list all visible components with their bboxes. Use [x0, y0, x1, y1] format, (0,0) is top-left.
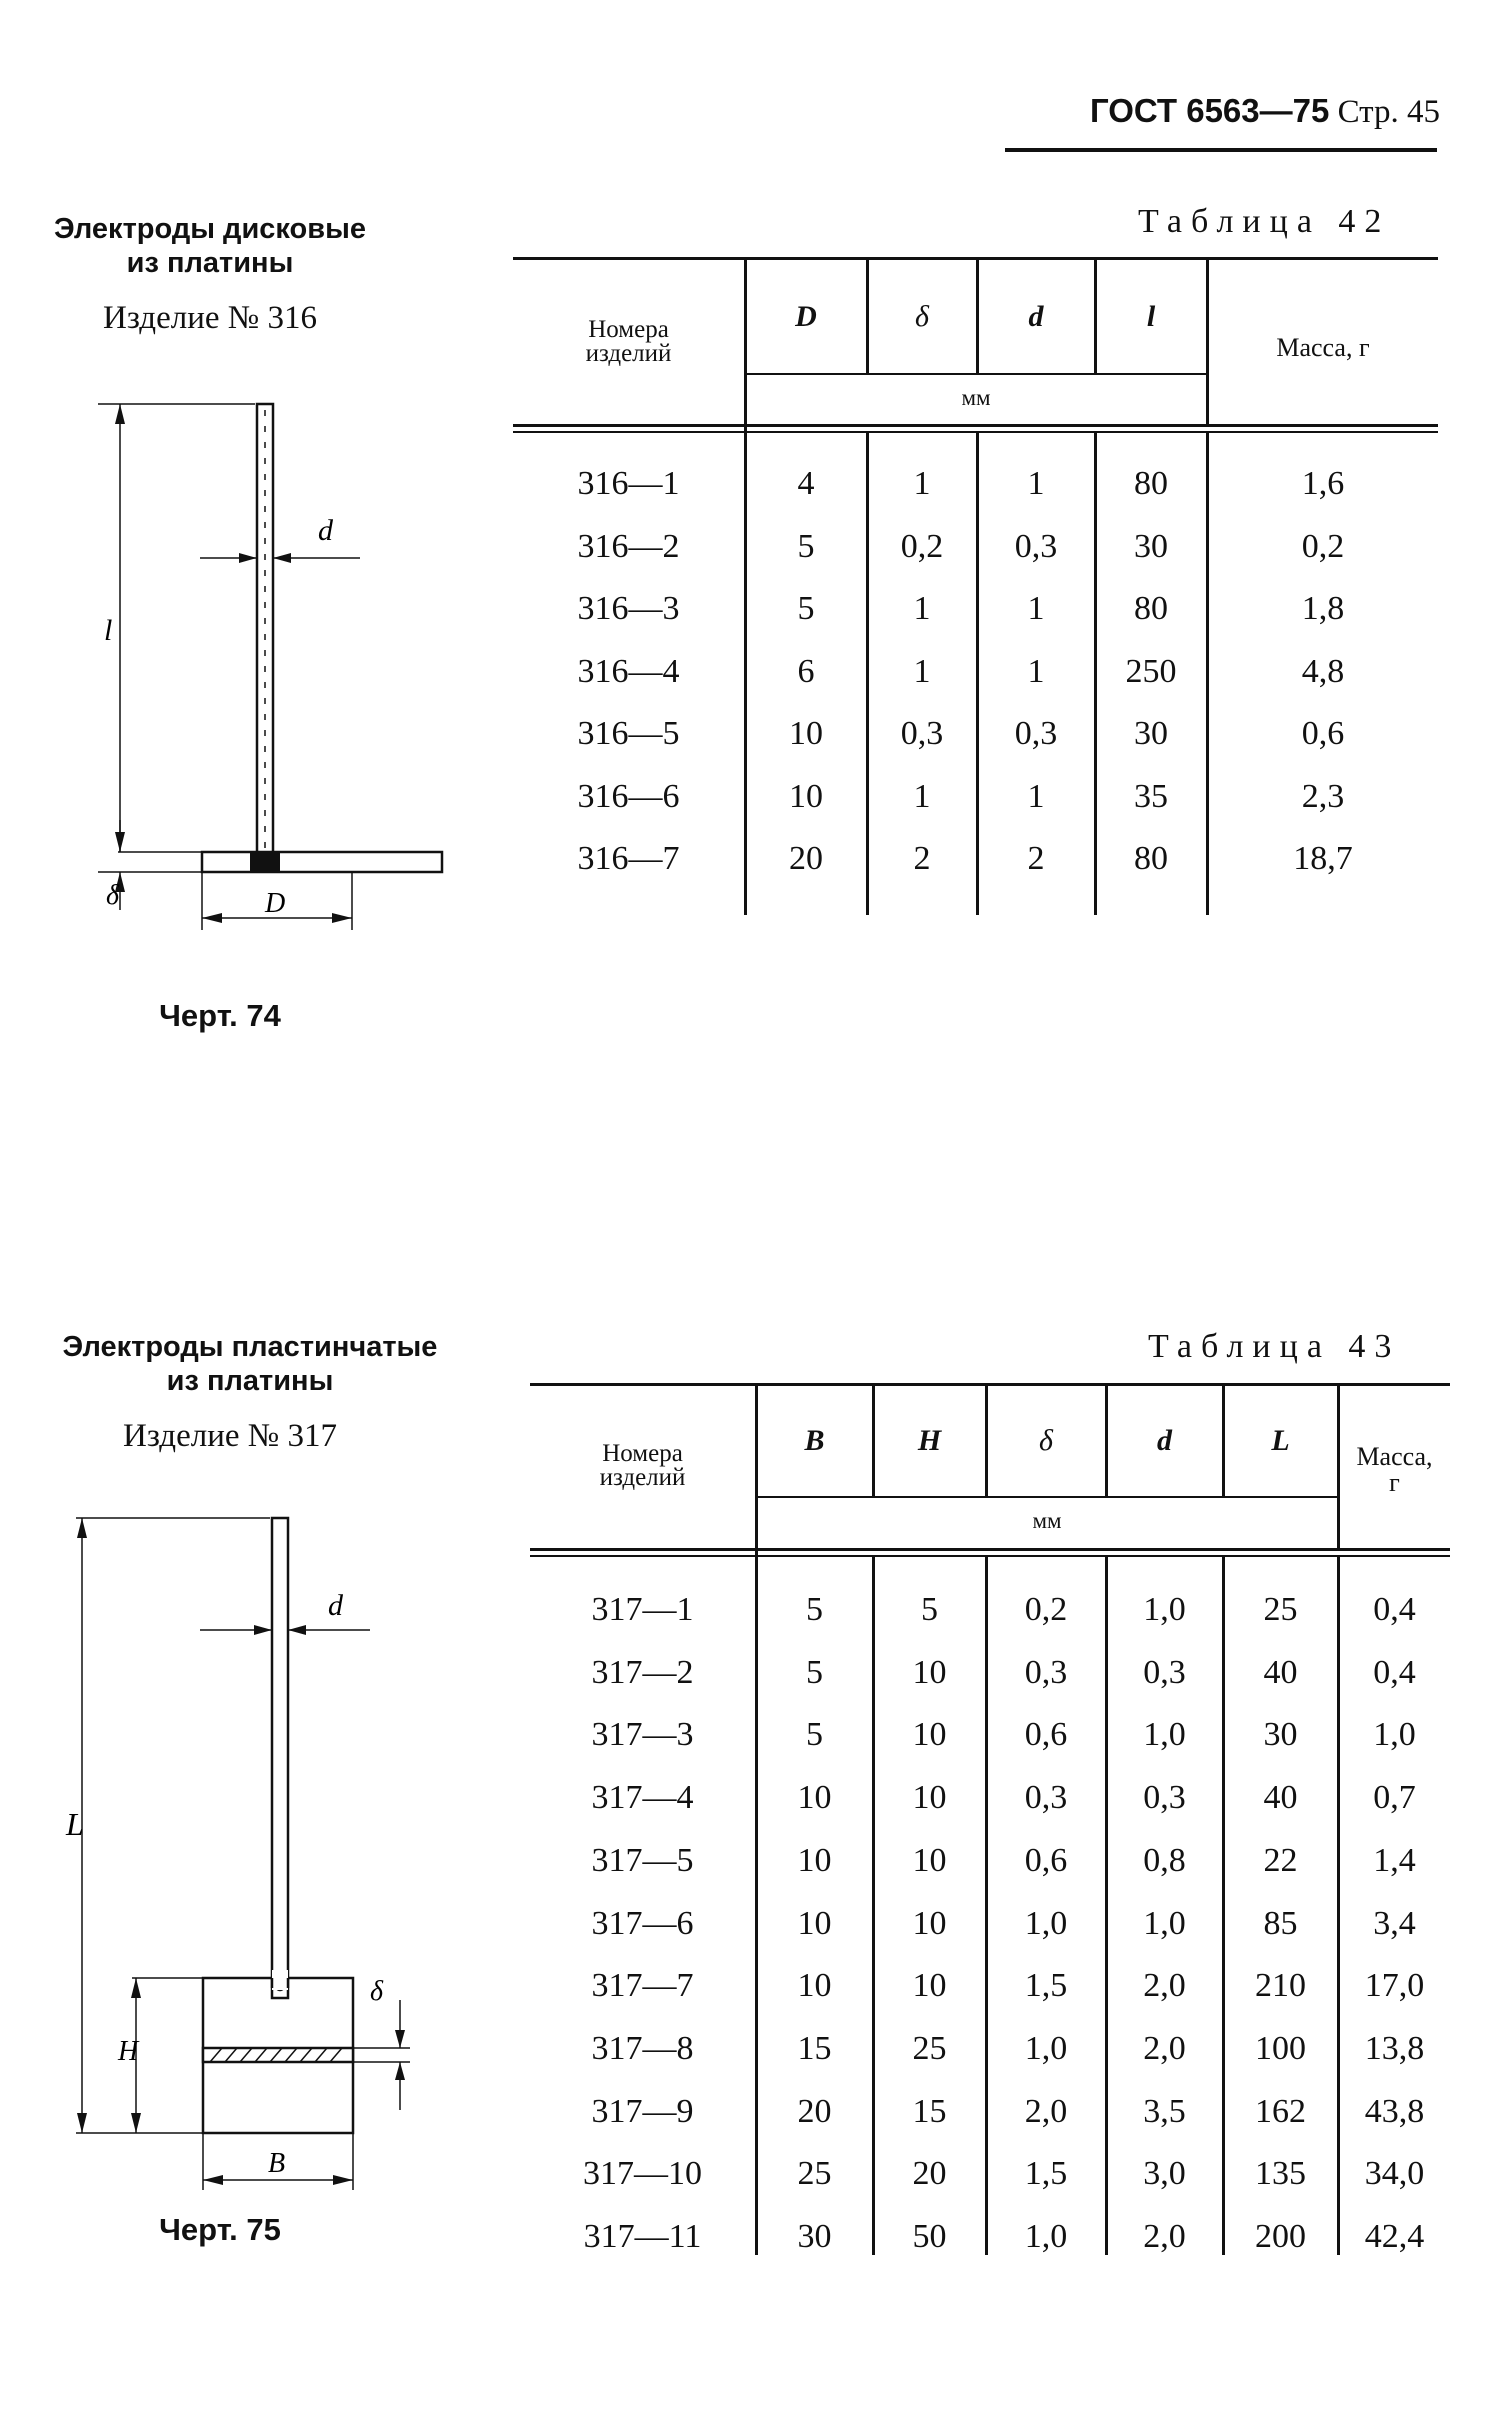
table43-cell: 43,8 — [1364, 2092, 1425, 2130]
table42-cell: 0,2 — [1301, 527, 1345, 565]
header-rule — [1005, 148, 1437, 152]
label-d: d — [328, 1589, 343, 1622]
table43-cell: 2,0 — [1143, 2218, 1186, 2255]
table43-cell: 5 — [806, 1716, 823, 1754]
table42-cell: 250 — [1125, 652, 1177, 690]
table42-cell: 80 — [1134, 465, 1168, 502]
label-d: d — [318, 514, 333, 547]
standard-number: ГОСТ 6563—75 — [1089, 92, 1330, 129]
table43-header-d: d — [1157, 1424, 1172, 1457]
page-number: Стр. 45 — [1337, 94, 1440, 130]
label-D: D — [265, 888, 286, 919]
table43-cell: 30 — [1263, 1716, 1298, 1754]
table43-cell: 317—7 — [591, 1967, 694, 2005]
block1-caption: Черт. 74 — [159, 998, 281, 1033]
table42-cell: 0,3 — [900, 715, 944, 752]
table43-cell: 5 — [806, 1653, 823, 1691]
table43-cell: 200 — [1255, 2218, 1306, 2255]
table43-cell: 1,0 — [1024, 2029, 1068, 2067]
table43-cell: 0,2 — [1024, 1591, 1068, 1628]
table42-cell: 0,3 — [1014, 527, 1058, 565]
table43-cell: 50 — [912, 2218, 947, 2255]
table42-cell: 0,2 — [900, 527, 944, 565]
table43-cell: 317—5 — [591, 1841, 694, 1879]
table43-cell: 1,5 — [1024, 1967, 1068, 2005]
table42-header-l: l — [1146, 300, 1156, 333]
table42-cell: 80 — [1134, 840, 1168, 877]
table43-cell: 20 — [912, 2155, 947, 2193]
label-H: H — [118, 2036, 139, 2067]
table43-cell: 15 — [797, 2029, 832, 2067]
table43-header-unit: мм — [1032, 1508, 1062, 1533]
table43-cell: 42,4 — [1364, 2218, 1425, 2255]
table43-cell: 0,4 — [1373, 1653, 1416, 1691]
table42-cell: 1 — [1027, 590, 1045, 627]
table43-cell: 10 — [912, 1779, 947, 1817]
drawing-plate-electrode — [66, 1500, 450, 2220]
table43-cell: 317—8 — [591, 2029, 694, 2067]
label-delta: δ — [106, 880, 120, 911]
table43-cell: 1,0 — [1373, 1716, 1416, 1754]
table42-cell: 1 — [913, 652, 931, 690]
table43-cell: 5 — [921, 1591, 938, 1628]
table42-header-unit: мм — [961, 385, 991, 410]
table42-cell: 1,8 — [1301, 590, 1345, 627]
table43-cell: 22 — [1263, 1841, 1298, 1879]
table43-cell: 10 — [912, 1967, 947, 2005]
table43-cell: 0,6 — [1024, 1841, 1068, 1879]
table43-cell: 13,8 — [1364, 2029, 1425, 2067]
table43-cell: 1,0 — [1024, 1904, 1068, 1942]
table43-cell: 30 — [797, 2218, 832, 2255]
table43-cell: 317—10 — [583, 2155, 702, 2193]
table42-cell: 18,7 — [1293, 840, 1353, 877]
table43-cell: 2,0 — [1143, 2029, 1186, 2067]
table42-cell: 80 — [1134, 590, 1168, 627]
table42-header-mass: Масса, г — [1276, 333, 1370, 362]
label-L: L — [66, 1806, 84, 1842]
table42-cell: 1 — [913, 590, 931, 627]
table43-cell: 317—4 — [591, 1779, 694, 1817]
table43-cell: 5 — [806, 1591, 823, 1628]
table43-cell: 10 — [797, 1779, 832, 1817]
table43-header-delta: δ — [1039, 1424, 1053, 1457]
table42-cell: 35 — [1134, 777, 1168, 815]
drawing-disk-electrode — [90, 390, 380, 950]
table43-cell: 25 — [912, 2029, 947, 2067]
block1-item-number: Изделие № 316 — [103, 300, 317, 336]
table43-cell: 3,4 — [1373, 1904, 1416, 1942]
table42-cell: 316—4 — [577, 652, 680, 690]
block2-title-line1: Электроды пластинчатые — [62, 1331, 438, 1363]
table42-cell: 316—6 — [577, 777, 680, 815]
table42-cell: 0,3 — [1014, 715, 1058, 752]
table43-cell: 10 — [797, 1841, 832, 1879]
table42-header-D: D — [795, 300, 817, 333]
table43-header-number: Номера изделий — [599, 1440, 686, 1491]
table43-cell: 2,0 — [1143, 1967, 1186, 2005]
table43-cell: 162 — [1255, 2092, 1306, 2130]
table42-cell: 1 — [1027, 652, 1045, 690]
block1-title-line1: Электроды дисковые — [53, 213, 366, 245]
table42-header-number: Номера изделий — [585, 316, 672, 367]
table42-cell: 1 — [1027, 465, 1045, 502]
table43-cell: 317—2 — [591, 1653, 694, 1691]
table43-cell: 317—1 — [591, 1591, 694, 1628]
block2-item-number: Изделие № 317 — [123, 1418, 337, 1454]
table42-cell: 1,6 — [1301, 465, 1345, 502]
table42-cell: 1 — [913, 777, 931, 815]
table43-header-B: B — [804, 1424, 825, 1457]
table43-cell: 10 — [912, 1904, 947, 1942]
table42-cell: 10 — [789, 715, 823, 752]
table42-cell: 1 — [913, 465, 931, 502]
table42-cell: 30 — [1134, 527, 1168, 565]
table43-cell: 0,3 — [1143, 1653, 1186, 1691]
table43-cell: 0,6 — [1024, 1716, 1068, 1754]
label-delta: δ — [370, 1976, 384, 2007]
table43-cell: 3,0 — [1143, 2155, 1186, 2193]
table42-cell: 316—5 — [577, 715, 680, 752]
table43-cell: 135 — [1255, 2155, 1306, 2193]
disk-shape — [202, 852, 442, 872]
block2-caption: Черт. 75 — [159, 2212, 281, 2247]
table43-cell: 0,3 — [1024, 1779, 1068, 1817]
table43-cell: 317—11 — [583, 2218, 702, 2255]
table42-cell: 4,8 — [1301, 652, 1345, 690]
block1-title — [40, 212, 380, 280]
table43-cell: 25 — [797, 2155, 832, 2193]
page-header — [1005, 92, 1440, 131]
table43-cell: 1,4 — [1373, 1841, 1416, 1879]
table43-label: Таблица 43 — [1148, 1328, 1401, 1365]
table43-cell: 0,3 — [1143, 1779, 1186, 1817]
table42-cell: 10 — [789, 777, 823, 815]
table43-cell: 40 — [1263, 1653, 1298, 1691]
table43-cell: 10 — [797, 1904, 832, 1942]
table43-cell: 1,0 — [1143, 1716, 1186, 1754]
table42-cell: 2 — [913, 840, 931, 877]
block1-title-line2: из платины — [126, 247, 294, 279]
table43-cell: 34,0 — [1364, 2155, 1425, 2193]
table42-header-delta: δ — [915, 300, 929, 333]
table43-cell: 10 — [797, 1967, 832, 2005]
table42-cell: 0,6 — [1301, 715, 1345, 752]
table43-cell: 15 — [912, 2092, 947, 2130]
table42-header-d: d — [1028, 300, 1044, 333]
table43-cell: 317—6 — [591, 1904, 694, 1942]
table43-cell: 10 — [912, 1716, 947, 1754]
table43-cell: 1,0 — [1143, 1591, 1186, 1628]
block2-title — [30, 1330, 470, 1398]
table43-header-L: L — [1271, 1424, 1290, 1457]
table42-cell: 2,3 — [1301, 777, 1345, 815]
table43-cell: 3,5 — [1143, 2092, 1186, 2130]
table42-label: Таблица 42 — [1138, 203, 1391, 240]
table43-cell: 17,0 — [1364, 1967, 1425, 2005]
table43-cell: 317—9 — [591, 2092, 694, 2130]
table43-cell: 1,0 — [1143, 1904, 1186, 1942]
table42-cell: 316—1 — [577, 465, 680, 502]
table42-cell: 1 — [1027, 777, 1045, 815]
table42-cell: 30 — [1134, 715, 1168, 752]
table43-cell: 20 — [797, 2092, 832, 2130]
table43-cell: 210 — [1255, 1967, 1306, 2005]
table43-cell: 1,5 — [1024, 2155, 1068, 2193]
table43-cell: 40 — [1263, 1779, 1298, 1817]
block2-title-line2: из платины — [166, 1365, 334, 1397]
table43-cell: 0,3 — [1024, 1653, 1068, 1691]
table43-cell: 10 — [912, 1653, 947, 1691]
table43-header-H: H — [917, 1424, 942, 1457]
table42-cell: 6 — [797, 652, 815, 690]
table43-cell: 1,0 — [1024, 2218, 1068, 2255]
table42-cell: 2 — [1027, 840, 1045, 877]
table42-cell: 5 — [797, 590, 815, 627]
table43-header-mass: Масса, г — [1356, 1442, 1433, 1497]
table43-cell: 100 — [1255, 2029, 1306, 2067]
label-B: B — [268, 2148, 286, 2179]
table42-cell: 316—2 — [577, 527, 680, 565]
table42-cell: 20 — [789, 840, 823, 877]
table43-cell: 25 — [1263, 1591, 1298, 1628]
table42-cell: 316—3 — [577, 590, 680, 627]
table43-cell: 0,7 — [1373, 1779, 1416, 1817]
table43-cell: 0,4 — [1373, 1591, 1416, 1628]
table43-cell: 85 — [1263, 1904, 1298, 1942]
label-l: l — [104, 614, 113, 647]
table43-cell: 2,0 — [1024, 2092, 1068, 2130]
table42-cell: 5 — [797, 527, 815, 565]
table43-cell: 317—3 — [591, 1716, 694, 1754]
table43-cell: 10 — [912, 1841, 947, 1879]
table43-cell: 0,8 — [1143, 1841, 1186, 1879]
table42-cell: 316—7 — [577, 840, 680, 877]
table42-cell: 4 — [797, 465, 815, 502]
